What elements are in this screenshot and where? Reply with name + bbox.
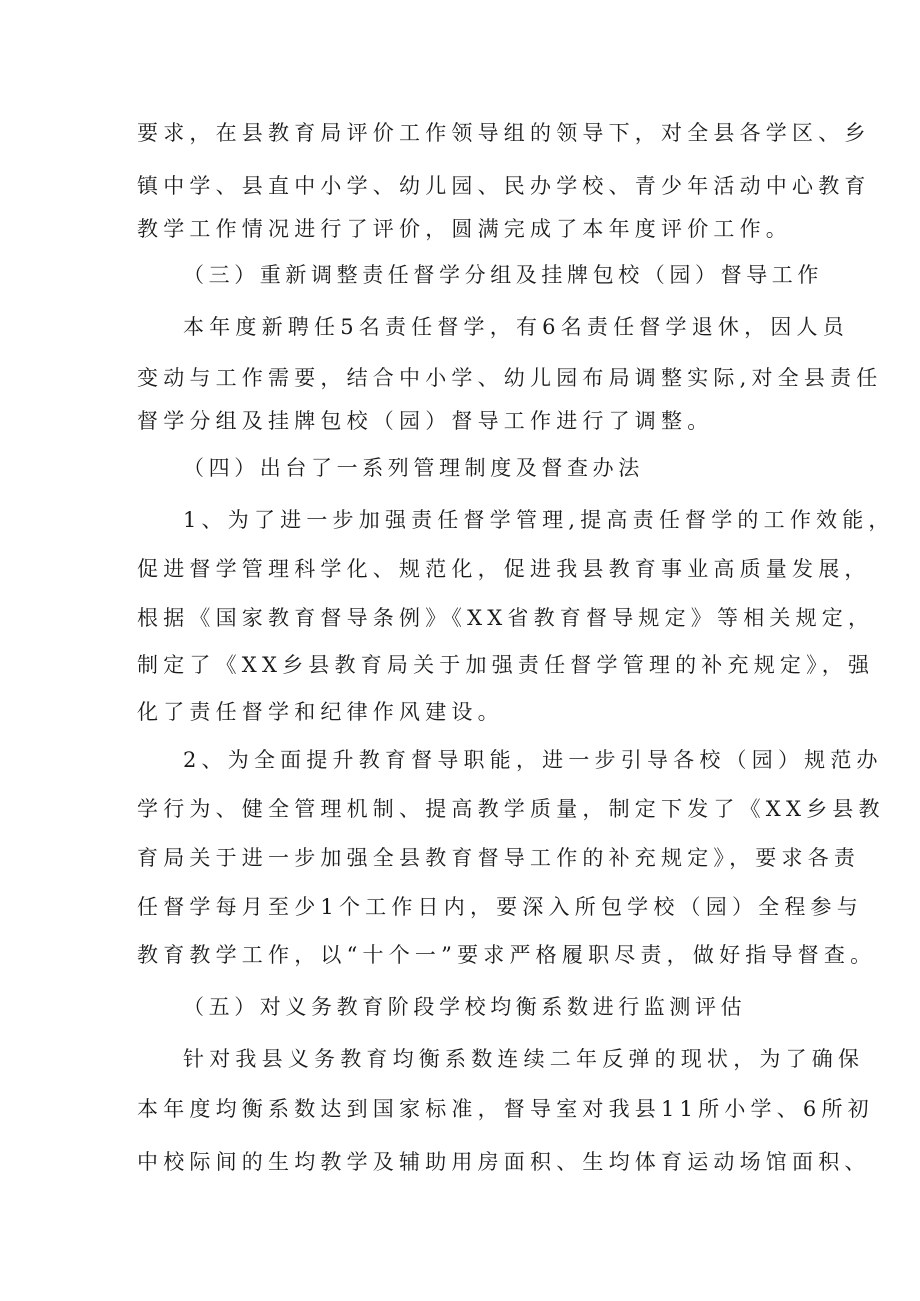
paragraph-line: 化了责任督学和纪律作风建设。: [137, 700, 504, 724]
paragraph-line: 育局关于进一步加强全县教育督导工作的补充规定》，要求各责: [137, 846, 861, 870]
paragraph-line: 1、为了进一步加强责任督学管理,提高责任督学的工作效能，: [183, 508, 895, 532]
paragraph-line: 任督学每月至少1个工作日内，要深入所包学校（园）全程参与: [137, 895, 863, 919]
paragraph-line: 学行为、健全管理机制、提高教学质量，制定下发了《XX乡县教: [137, 797, 885, 821]
paragraph-line: 镇中学、县直中小学、幼儿园、民办学校、青少年活动中心教育: [137, 174, 871, 198]
section-heading-4: （四）出台了一系列管理制度及督查办法: [183, 456, 644, 480]
paragraph-line: 督学分组及挂牌包校（园）督导工作进行了调整。: [137, 409, 714, 433]
section-heading-5: （五）对义务教育阶段学校均衡系数进行监测评估: [183, 995, 747, 1019]
paragraph-line: 2、为全面提升教育督导职能，进一步引导各校（园）规范办: [183, 748, 883, 772]
paragraph-line: 根据《国家教育督导条例》《XX省教育督导规定》等相关规定，: [137, 606, 875, 630]
paragraph-line: 要求，在县教育局评价工作领导组的领导下，对全县各学区、乡: [137, 121, 871, 145]
section-heading-3: （三）重新调整责任督学分组及挂牌包校（园）督导工作: [183, 263, 823, 287]
paragraph-line: 中校际间的生均教学及辅助用房面积、生均体育运动场馆面积、: [137, 1150, 871, 1174]
paragraph-line: 针对我县义务教育均衡系数连续二年反弹的现状，为了确保: [183, 1047, 865, 1071]
paragraph-line: 教育教学工作，以“十个一”要求严格履职尽责，做好指导督查。: [137, 943, 877, 967]
paragraph-line: 促进督学管理科学化、规范化，促进我县教育事业高质量发展，: [137, 557, 871, 581]
paragraph-line: 本年度均衡系数达到国家标准，督导室对我县11所小学、6所初: [137, 1097, 874, 1121]
paragraph-line: 教学工作情况进行了评价，圆满完成了本年度评价工作。: [137, 217, 792, 241]
paragraph-line: 制定了《XX乡县教育局关于加强责任督学管理的补充规定》，强: [137, 653, 875, 677]
paragraph-line: 本年度新聘任5名责任督学，有6名责任督学退休，因人员: [183, 315, 849, 339]
paragraph-line: 变动与工作需要，结合中小学、幼儿园布局调整实际,对全县责任: [137, 366, 883, 390]
